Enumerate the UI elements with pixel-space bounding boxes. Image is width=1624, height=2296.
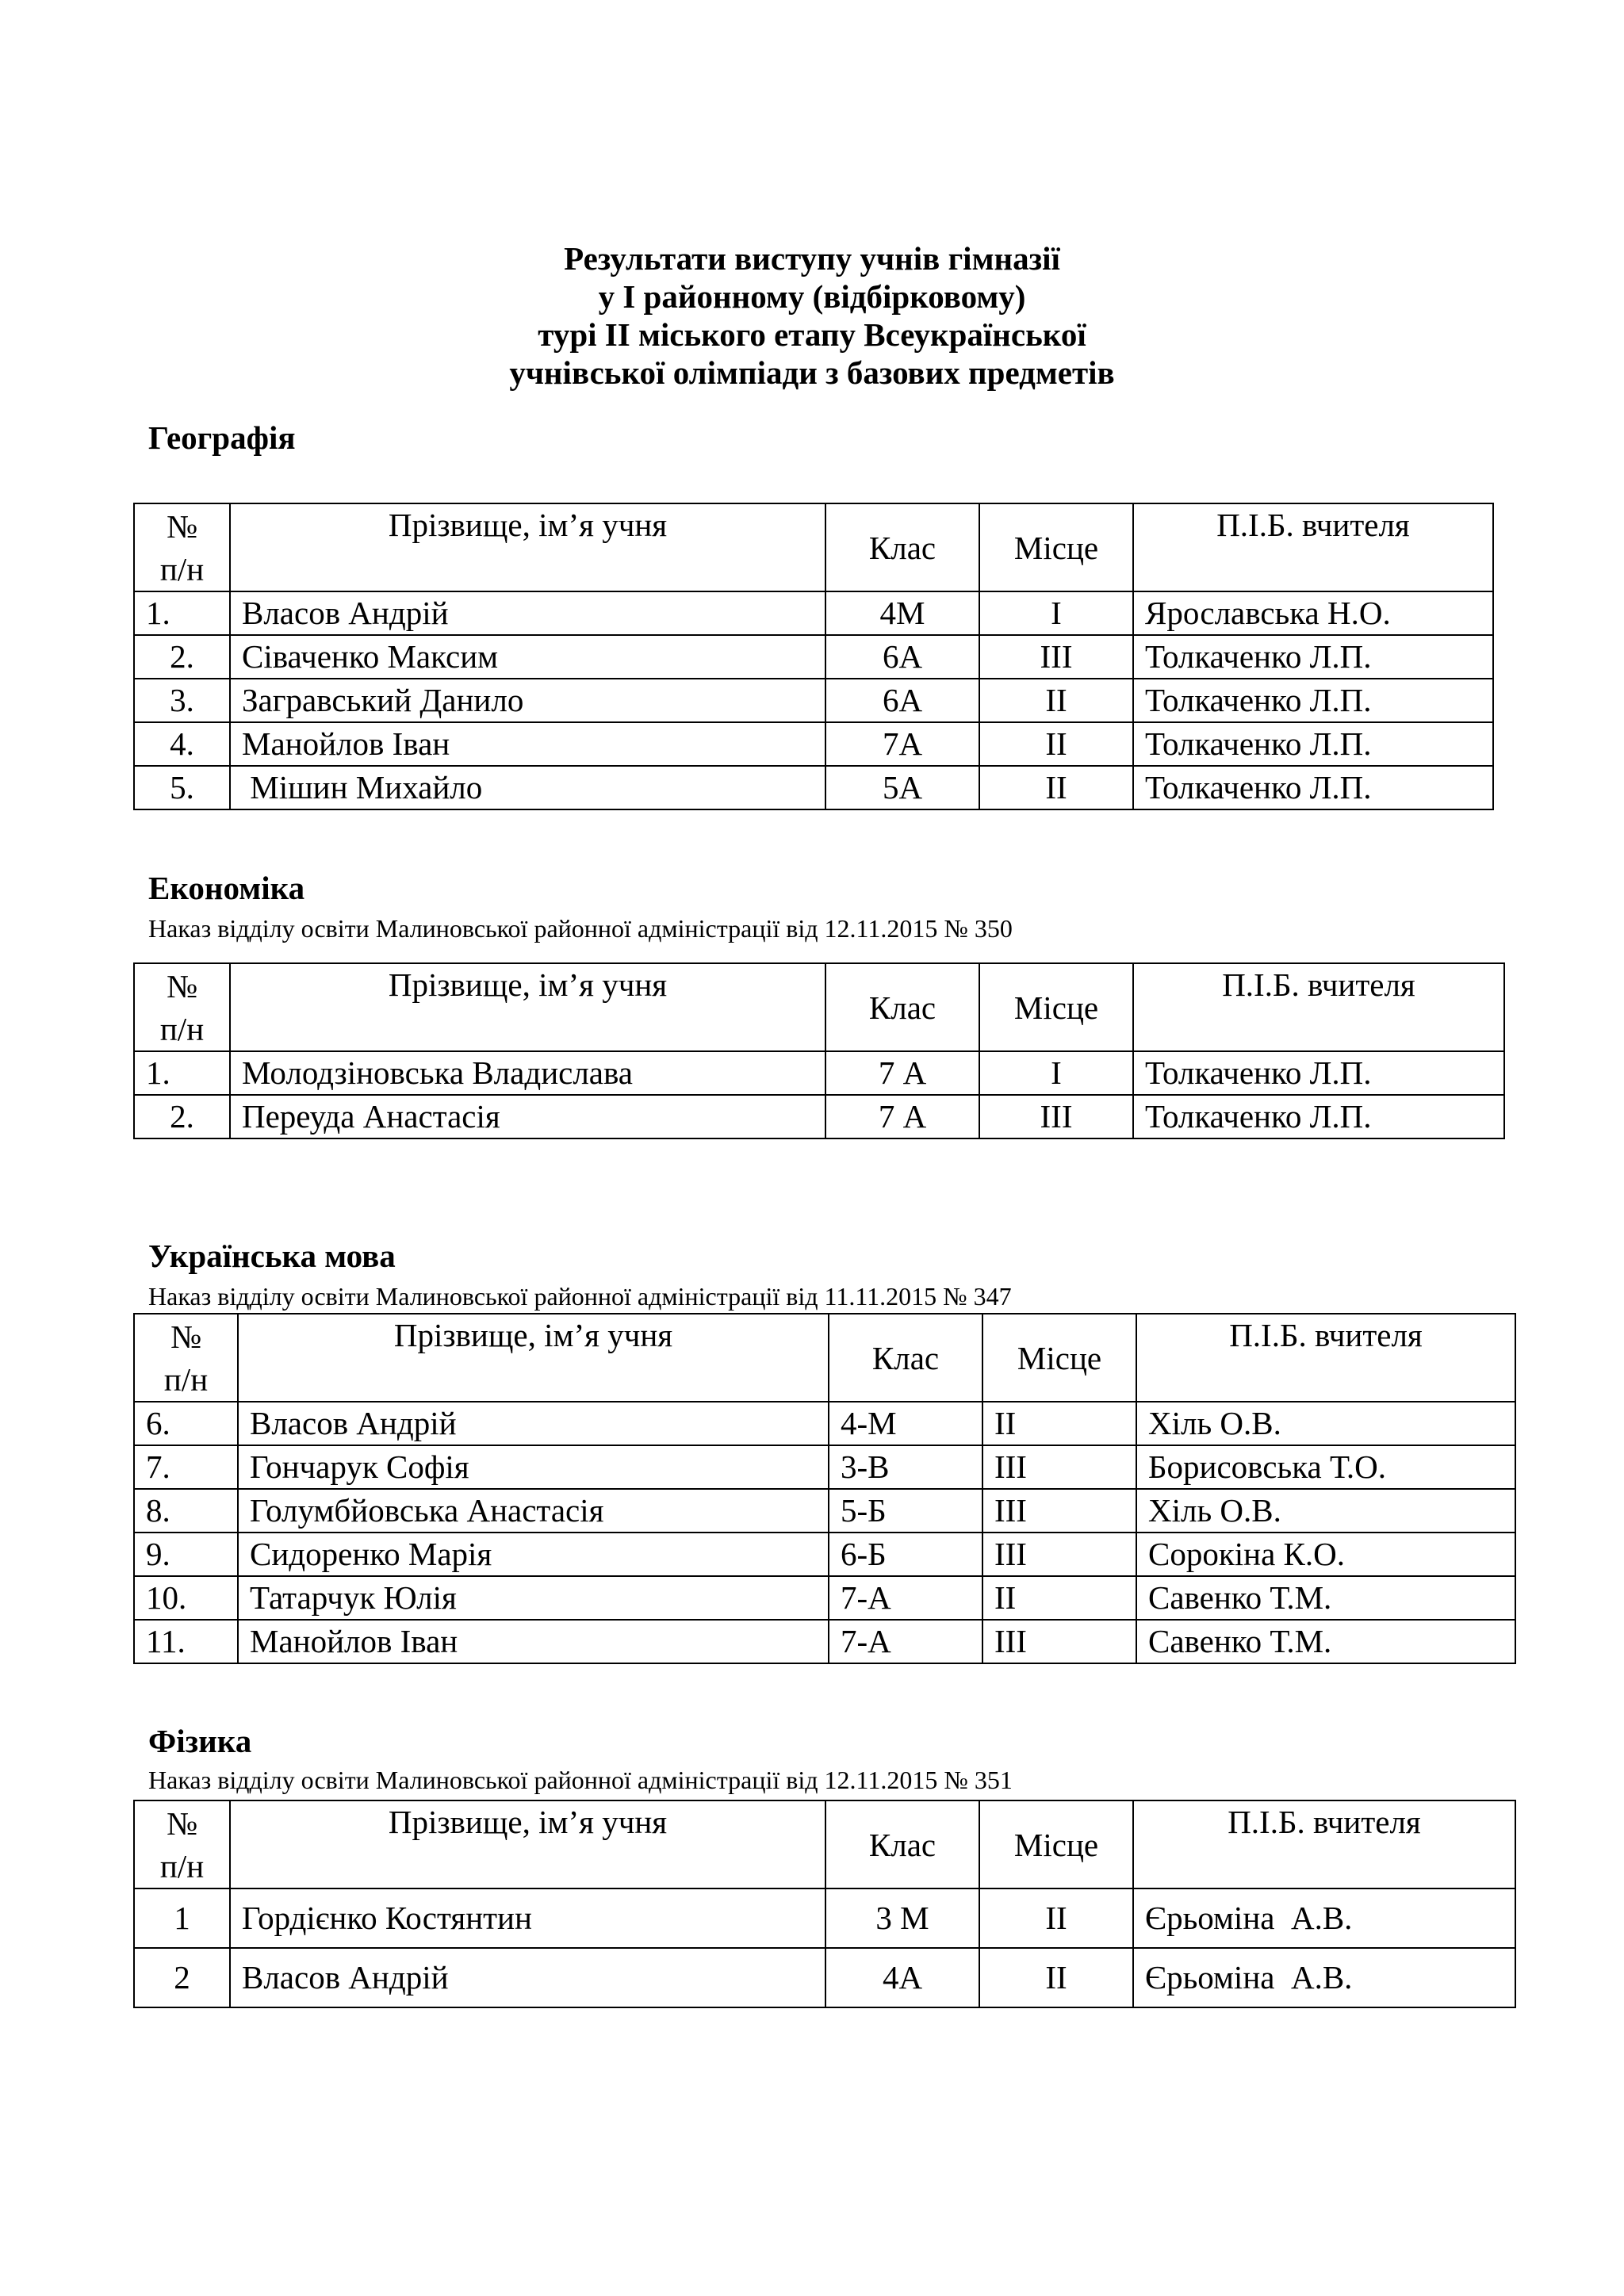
- physics-table: [133, 1800, 1516, 2008]
- cell-name: Манойлов Іван: [230, 722, 825, 766]
- table-row: [134, 722, 1493, 766]
- cell-teacher: Савенко Т.М.: [1136, 1576, 1515, 1620]
- table-row: [134, 1576, 1515, 1620]
- table-row: [134, 766, 1493, 809]
- cell-num: 2.: [134, 635, 230, 679]
- title-line: турі ІІ міського етапу Всеукраїнської: [538, 316, 1086, 353]
- order-note-ukrainian: Наказ відділу освіти Малиновської районної адміністрації від 11.11.2015 № 347: [148, 1282, 1012, 1311]
- cell-num: 8.: [134, 1489, 238, 1533]
- order-note-physics: Наказ відділу освіти Малиновської районної адміністрації від 12.11.2015 № 351: [148, 1766, 1013, 1794]
- cell-teacher: Толкаченко Л.П.: [1133, 679, 1493, 722]
- cell-name: Сидоренко Марія: [238, 1533, 829, 1576]
- cell-place: ІІ: [979, 722, 1133, 766]
- section-title-geography: Географія: [148, 419, 296, 456]
- cell-place: І: [979, 1051, 1133, 1095]
- header-num: № п/н: [134, 963, 230, 1051]
- table-row: [134, 1489, 1515, 1533]
- order-note-economics: Наказ відділу освіти Малиновської районної адміністрації від 12.11.2015 № 350: [148, 914, 1013, 943]
- cell-class: 3-В: [829, 1445, 982, 1489]
- cell-num: 1.: [134, 1051, 230, 1095]
- header-class: Клас: [825, 963, 979, 1051]
- header-teacher: П.І.Б. вчителя: [1133, 1800, 1515, 1888]
- cell-teacher: Ярославська Н.О.: [1133, 591, 1493, 635]
- cell-teacher: Борисовська Т.О.: [1136, 1445, 1515, 1489]
- cell-name: Молодзіновська Владислава: [230, 1051, 825, 1095]
- geography-table: [133, 503, 1494, 810]
- cell-place: ІІ: [979, 1888, 1133, 1948]
- cell-teacher: Сорокіна К.О.: [1136, 1533, 1515, 1576]
- table-row: [134, 679, 1493, 722]
- cell-num: 2.: [134, 1095, 230, 1138]
- cell-num: 5.: [134, 766, 230, 809]
- header-name: Прізвище, ім’я учня: [230, 503, 825, 591]
- cell-place: ІІІ: [979, 1095, 1133, 1138]
- title-line: учнівської олімпіади з базових предметів: [509, 354, 1115, 391]
- header-class: Клас: [825, 503, 979, 591]
- cell-name: Гончарук Софія: [238, 1445, 829, 1489]
- table-header-row: [134, 963, 1504, 1051]
- cell-name: Манойлов Іван: [238, 1620, 829, 1663]
- cell-teacher: Толкаченко Л.П.: [1133, 1051, 1504, 1095]
- header-num: № п/н: [134, 1800, 230, 1888]
- cell-num: 7.: [134, 1445, 238, 1489]
- cell-teacher: Савенко Т.М.: [1136, 1620, 1515, 1663]
- cell-place: ІІ: [979, 679, 1133, 722]
- cell-teacher: Хіль О.В.: [1136, 1402, 1515, 1445]
- cell-place: ІІ: [979, 766, 1133, 809]
- table-row: [134, 635, 1493, 679]
- cell-class: 5А: [825, 766, 979, 809]
- cell-place: ІІІ: [982, 1620, 1136, 1663]
- cell-num: 4.: [134, 722, 230, 766]
- header-name: Прізвище, ім’я учня: [230, 963, 825, 1051]
- title-line: Результати виступу учнів гімназії: [564, 240, 1060, 277]
- header-class: Клас: [829, 1314, 982, 1402]
- cell-num: 6.: [134, 1402, 238, 1445]
- table-row: [134, 1402, 1515, 1445]
- header-place: Місце: [982, 1314, 1136, 1402]
- header-place: Місце: [979, 963, 1133, 1051]
- cell-place: І: [979, 591, 1133, 635]
- table-header-row: [134, 503, 1493, 591]
- cell-teacher: Єрьоміна А.В.: [1133, 1948, 1515, 2007]
- cell-teacher: Толкаченко Л.П.: [1133, 766, 1493, 809]
- section-title-physics: Фізика: [148, 1723, 252, 1759]
- cell-teacher: Хіль О.В.: [1136, 1489, 1515, 1533]
- table-row: [134, 1948, 1515, 2007]
- cell-num: 2: [134, 1948, 230, 2007]
- cell-class: 4А: [825, 1948, 979, 2007]
- table-row: [134, 591, 1493, 635]
- table-row: [134, 1533, 1515, 1576]
- table-header-row: [134, 1314, 1515, 1402]
- cell-place: ІІ: [982, 1402, 1136, 1445]
- header-teacher: П.І.Б. вчителя: [1133, 503, 1493, 591]
- cell-num: 3.: [134, 679, 230, 722]
- economics-table: [133, 962, 1505, 1139]
- cell-class: 4М: [825, 591, 979, 635]
- document-title: [0, 239, 1624, 392]
- cell-class: 6-Б: [829, 1533, 982, 1576]
- cell-name: Переуда Анастасія: [230, 1095, 825, 1138]
- cell-num: 1: [134, 1888, 230, 1948]
- header-teacher: П.І.Б. вчителя: [1136, 1314, 1515, 1402]
- cell-place: ІІІ: [979, 635, 1133, 679]
- cell-place: ІІ: [979, 1948, 1133, 2007]
- cell-place: ІІІ: [982, 1533, 1136, 1576]
- cell-name: Сіваченко Максим: [230, 635, 825, 679]
- section-title-ukrainian: Українська мова: [148, 1238, 396, 1274]
- title-line: у І районному (відбірковому): [598, 278, 1026, 315]
- cell-teacher: Толкаченко Л.П.: [1133, 1095, 1504, 1138]
- table-row: [134, 1445, 1515, 1489]
- header-class: Клас: [825, 1800, 979, 1888]
- cell-place: ІІІ: [982, 1489, 1136, 1533]
- cell-name: Гордієнко Костянтин: [230, 1888, 825, 1948]
- cell-class: 7А: [825, 722, 979, 766]
- cell-teacher: Єрьоміна А.В.: [1133, 1888, 1515, 1948]
- cell-name: Власов Андрій: [230, 1948, 825, 2007]
- table-row: [134, 1051, 1504, 1095]
- cell-name: Татарчук Юлія: [238, 1576, 829, 1620]
- cell-class: 7 А: [825, 1051, 979, 1095]
- cell-name: Власов Андрій: [238, 1402, 829, 1445]
- cell-name: Мішин Михайло: [230, 766, 825, 809]
- table-row: [134, 1620, 1515, 1663]
- cell-num: 10.: [134, 1576, 238, 1620]
- header-name: Прізвище, ім’я учня: [230, 1800, 825, 1888]
- header-place: Місце: [979, 1800, 1133, 1888]
- header-num: № п/н: [134, 1314, 238, 1402]
- cell-name: Голумбйовська Анастасія: [238, 1489, 829, 1533]
- cell-name: Власов Андрій: [230, 591, 825, 635]
- cell-class: 7 А: [825, 1095, 979, 1138]
- cell-name: Загравський Данило: [230, 679, 825, 722]
- cell-class: 4-М: [829, 1402, 982, 1445]
- cell-num: 9.: [134, 1533, 238, 1576]
- cell-num: 11.: [134, 1620, 238, 1663]
- cell-place: ІІ: [982, 1576, 1136, 1620]
- table-row: [134, 1095, 1504, 1138]
- cell-class: 7-А: [829, 1576, 982, 1620]
- header-place: Місце: [979, 503, 1133, 591]
- cell-teacher: Толкаченко Л.П.: [1133, 722, 1493, 766]
- header-num: № п/н: [134, 503, 230, 591]
- table-header-row: [134, 1800, 1515, 1888]
- table-row: [134, 1888, 1515, 1948]
- cell-class: 3 М: [825, 1888, 979, 1948]
- cell-teacher: Толкаченко Л.П.: [1133, 635, 1493, 679]
- cell-place: ІІІ: [982, 1445, 1136, 1489]
- cell-class: 7-А: [829, 1620, 982, 1663]
- header-name: Прізвище, ім’я учня: [238, 1314, 829, 1402]
- header-teacher: П.І.Б. вчителя: [1133, 963, 1504, 1051]
- cell-class: 5-Б: [829, 1489, 982, 1533]
- section-title-economics: Економіка: [148, 870, 305, 906]
- cell-num: 1.: [134, 591, 230, 635]
- ukrainian-table: [133, 1313, 1516, 1664]
- cell-class: 6А: [825, 679, 979, 722]
- cell-class: 6А: [825, 635, 979, 679]
